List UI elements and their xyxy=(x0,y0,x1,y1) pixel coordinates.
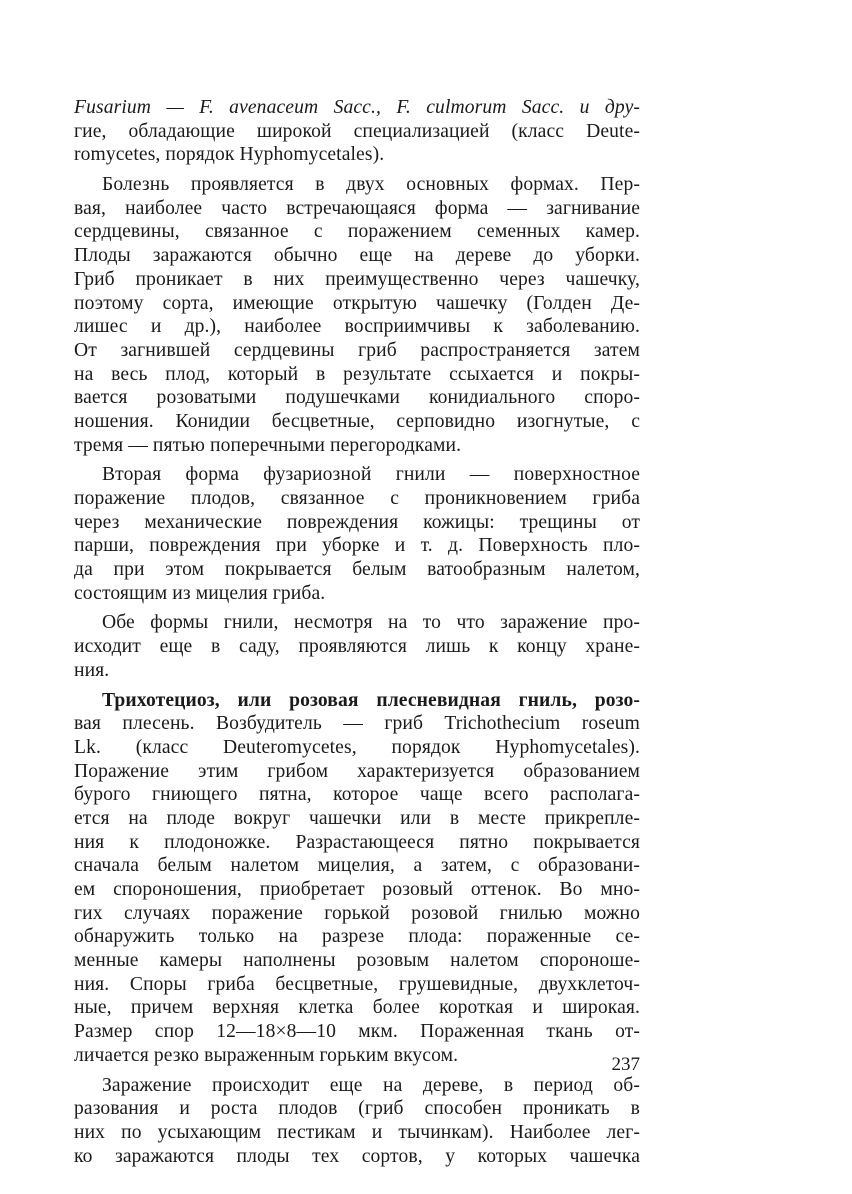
text-line: ния к плодоножке. Разрастающееся пятно покрывается xyxy=(74,831,640,853)
text-line: От загнившей сердцевины гриб распространяется затем xyxy=(74,339,640,361)
text-line: Размер спор 12—18×8—10 мкм. Пораженная ткань от- xyxy=(74,1021,640,1043)
text-line: Трихотециоз, или розовая плесневидная гниль, розо- xyxy=(102,689,640,711)
text-line: вается розоватыми подушечками конидиального споро- xyxy=(74,387,640,409)
text-line: поэтому сорта, имеющие открытую чашечку (Голден Де- xyxy=(74,292,640,314)
text-line: лишес и др.), наиболее восприимчивы к заболеванию. xyxy=(74,316,640,338)
page-body xyxy=(74,96,640,1174)
text-line: Гриб проникает в них преимущественно через чашечку, xyxy=(74,268,640,290)
text-line: Обе формы гнили, несмотря на то что заражение про- xyxy=(102,612,640,634)
text-line: да при этом покрывается белым ватообразным налетом, xyxy=(74,559,640,581)
text-line: Lk. (класс Deuteromycetes, порядок Hyphomycetales). xyxy=(74,736,640,758)
text-line: Болезнь проявляется в двух основных формах. Пер- xyxy=(102,174,640,196)
text-line: Вторая форма фузариозной гнили — поверхностное xyxy=(102,464,640,486)
text-line: через механические повреждения кожицы: трещины от xyxy=(74,511,640,533)
paragraph-infection xyxy=(74,1074,640,1169)
paragraph-trichothecium xyxy=(74,689,640,1068)
text-line: Fusarium — F. avenaceum Sacc., F. culmorum Sacc. и дру- xyxy=(74,97,640,118)
text-line: вая плесень. Возбудитель — гриб Trichothecium roseum xyxy=(74,713,640,735)
page-number: 237 xyxy=(611,1054,640,1075)
text-line: тремя — пятью поперечными перегородками. xyxy=(74,434,462,456)
text-line: ные, причем верхняя клетка более короткая и широкая. xyxy=(74,997,640,1019)
text-line: гие, обладающие широкой специализацией (класс Deute- xyxy=(74,120,640,142)
text-line: гих случаях поражение горькой розовой гнилью можно xyxy=(74,902,640,924)
text-line: ко заражаются плоды тех сортов, у которых чашечка xyxy=(74,1145,640,1167)
text-line: сначала белым налетом мицелия, а затем, с образовани- xyxy=(74,855,640,877)
text-line: разования и роста плодов (гриб способен проникать в xyxy=(74,1098,640,1120)
text-line: личается резко выраженным горьким вкусом. xyxy=(74,1044,459,1066)
paragraph-fusarium-species xyxy=(74,96,640,167)
text-line: состоящим из мицелия гриба. xyxy=(74,582,326,604)
text-line: исходит еще в саду, проявляются лишь к концу хране- xyxy=(74,636,640,658)
text-line: ния. xyxy=(74,659,110,681)
text-line: Заражение происходит еще на дереве, в период об- xyxy=(102,1074,640,1096)
text-line: бурого гниющего пятна, которое чаще всего располага- xyxy=(74,784,640,806)
text-line: парши, повреждения при уборке и т. д. Поверхность пло- xyxy=(74,535,640,557)
text-line: сердцевины, связанное с поражением семенных камер. xyxy=(74,221,640,243)
text-line: них по усыхающим пестикам и тычинкам). Наиболее лег- xyxy=(74,1121,640,1143)
text-line: romycetes, порядок Hyphomycetales). xyxy=(74,144,385,166)
text-line: обнаружить только на разрезе плода: пораженные се- xyxy=(74,926,640,948)
text-line: ем спороношения, приобретает розовый оттенок. Во мно- xyxy=(74,879,640,900)
text-line: ния. Споры гриба бесцветные, грушевидные, двухклеточ- xyxy=(74,973,640,995)
text-line: на весь плод, который в результате ссыхается и покры- xyxy=(74,363,640,385)
text-line: вая, наиболее часто встречающаяся форма — загнивание xyxy=(74,197,640,219)
text-line: ется на плоде вокруг чашечки или в месте прикрепле- xyxy=(74,807,640,829)
text-line: менные камеры наполнены розовым налетом спороноше- xyxy=(74,950,640,972)
paragraph-second-form xyxy=(74,463,640,605)
paragraph-both-forms xyxy=(74,611,640,682)
text-line: поражение плодов, связанное с проникновением гриба xyxy=(74,488,640,509)
text-line: ношения. Конидии бесцветные, серповидно изогнутые, с xyxy=(74,410,640,432)
text-line: Плоды заражаются обычно еще на дереве до уборки. xyxy=(74,245,640,267)
paragraph-disease-forms xyxy=(74,173,640,457)
text-line: Поражение этим грибом характеризуется образованием xyxy=(74,760,640,782)
